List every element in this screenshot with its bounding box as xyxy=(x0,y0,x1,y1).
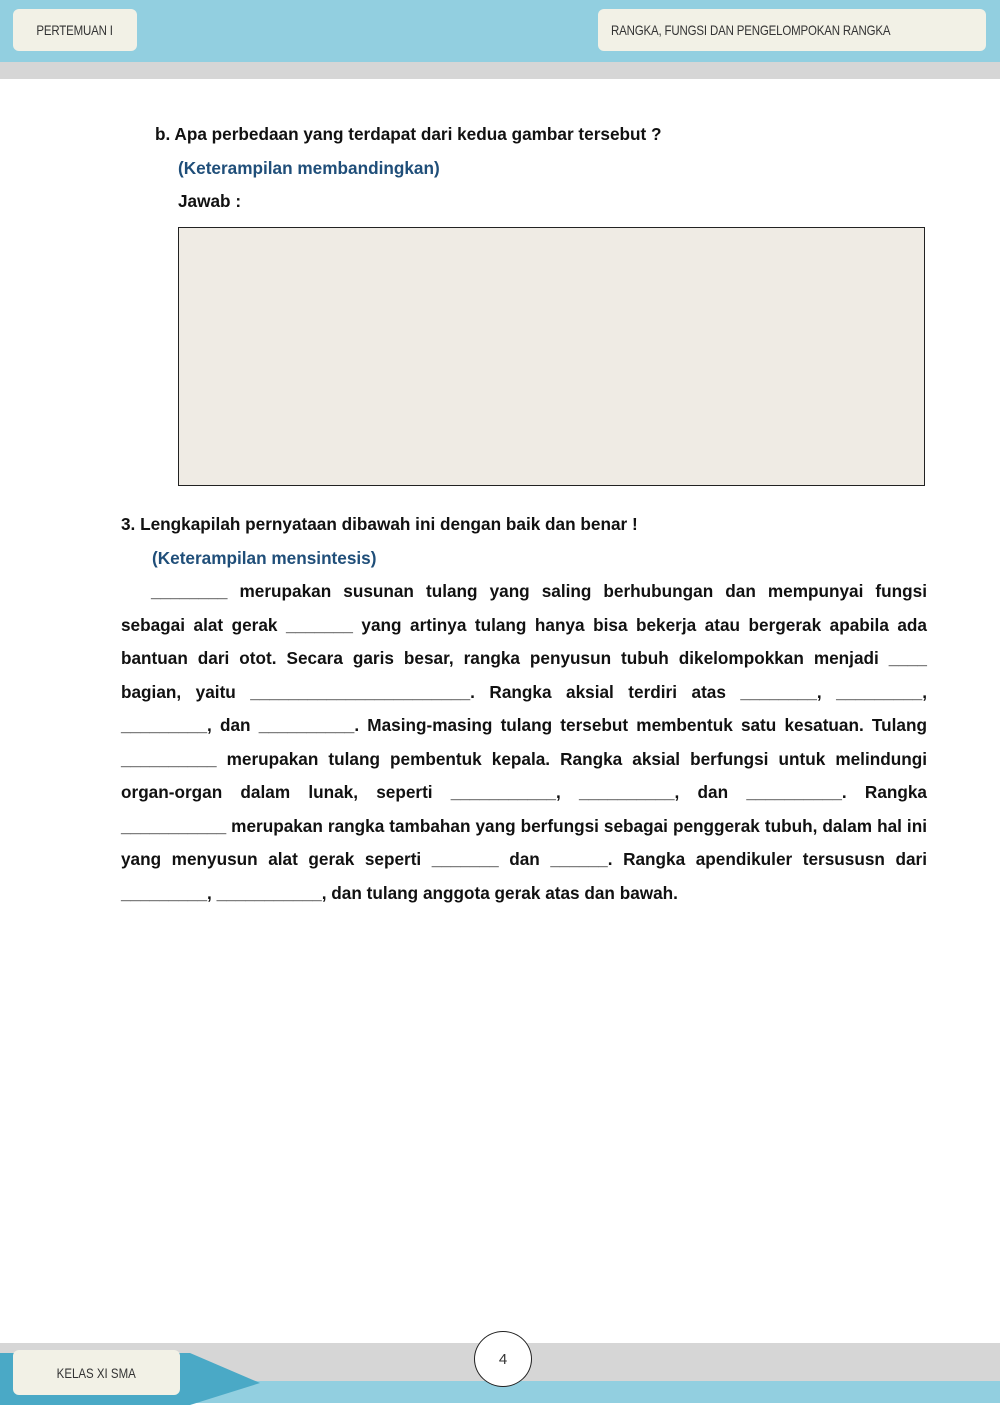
class-label: KELAS XI SMA xyxy=(13,1350,180,1395)
question-b-text: b. Apa perbedaan yang terdapat dari kedua gambar tersebut ? xyxy=(155,124,662,144)
meeting-label: PERTEMUAN I xyxy=(13,9,137,51)
question-3-skill: (Keterampilan mensintesis) xyxy=(152,548,377,568)
fill-in-paragraph: ________ merupakan susunan tulang yang saling berhubungan dan mempunyai fungsi sebagai alat gerak _______ yang artinya tulang hanya bisa bekerja atau bergerak apabila ada bantuan dari otot. Secara garis besar, rangka penyusun tubuh dikelompokkan menjadi ____ bagian, yaitu _______________________. Rangka aksial terdiri atas ________, _________, _________, dan __________. Masing-masing tulang tersebut membentuk satu kesatuan. Tulang __________ merupakan tulang pembentuk kepala. Rangka aksial berfungsi untuk melindungi organ-organ dalam lunak, seperti ___________, __________, dan __________. Rangka ___________ merupakan rangka tambahan yang berfungsi sebagai penggerak tubuh, dalam hal ini yang menyusun alat gerak seperti _______ dan ______. Rangka apendikuler tersususn dari _________, ___________, dan tulang anggota gerak atas dan bawah. xyxy=(121,581,927,903)
question-b-skill: (Keterampilan membandingkan) xyxy=(178,158,440,178)
question-3-text: 3. Lengkapilah pernyataan dibawah ini dengan baik dan benar ! xyxy=(121,514,638,534)
answer-label: Jawab : xyxy=(178,191,242,211)
chapter-title: RANGKA, FUNGSI DAN PENGELOMPOKAN RANGKA xyxy=(598,9,986,51)
page-number: 4 xyxy=(474,1331,532,1387)
